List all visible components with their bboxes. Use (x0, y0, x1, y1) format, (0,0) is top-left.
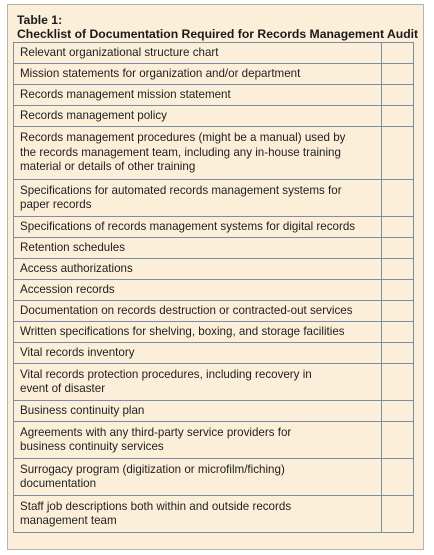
table-caption (8, 5, 423, 41)
checkbox-cell[interactable] (382, 280, 414, 301)
table-row (14, 180, 414, 217)
row-text: Documentation on records destruction or contracted-out services (14, 301, 382, 322)
row-text: Specifications of records management systems for digital records (14, 217, 382, 238)
checkbox-cell[interactable] (382, 496, 414, 533)
table-row (14, 496, 414, 533)
checkbox-cell[interactable] (382, 459, 414, 496)
row-text: Surrogacy program (digitization or microfilm/fiching) documentation (14, 459, 382, 496)
table-row (14, 43, 414, 64)
table-row (14, 106, 414, 127)
row-text: Retention schedules (14, 238, 382, 259)
table-row (14, 280, 414, 301)
checkbox-cell[interactable] (382, 343, 414, 364)
checkbox-cell[interactable] (382, 238, 414, 259)
row-text: Relevant organizational structure chart (14, 43, 382, 64)
row-text: Mission statements for organization and/or department (14, 64, 382, 85)
row-text: Access authorizations (14, 259, 382, 280)
table-row (14, 422, 414, 459)
row-text: Records management policy (14, 106, 382, 127)
table-row (14, 259, 414, 280)
row-text: Records management procedures (might be a manual) used by the records management team, including any in-house training material or details of other training (14, 127, 382, 180)
table-row (14, 238, 414, 259)
row-text: Written specifications for shelving, boxing, and storage facilities (14, 322, 382, 343)
row-text: Records management mission statement (14, 85, 382, 106)
table-row (14, 127, 414, 180)
checkbox-cell[interactable] (382, 127, 414, 180)
row-text: Staff job descriptions both within and outside records management team (14, 496, 382, 533)
checkbox-cell[interactable] (382, 322, 414, 343)
table-row (14, 85, 414, 106)
table-row (14, 401, 414, 422)
checkbox-cell[interactable] (382, 301, 414, 322)
row-text: Vital records inventory (14, 343, 382, 364)
table-row (14, 364, 414, 401)
checkbox-cell[interactable] (382, 217, 414, 238)
checkbox-cell[interactable] (382, 43, 414, 64)
table-row (14, 322, 414, 343)
row-text: Specifications for automated records management systems for paper records (14, 180, 382, 217)
table-number: Table 1: (17, 13, 63, 27)
table-row (14, 343, 414, 364)
row-text: Accession records (14, 280, 382, 301)
checkbox-cell[interactable] (382, 401, 414, 422)
table-row (14, 459, 414, 496)
table-row (14, 217, 414, 238)
checkbox-cell[interactable] (382, 85, 414, 106)
row-text: Agreements with any third-party service providers for business continuity services (14, 422, 382, 459)
checkbox-cell[interactable] (382, 180, 414, 217)
table-title: Checklist of Documentation Required for Records Management Audit (17, 27, 419, 41)
table-row (14, 301, 414, 322)
checkbox-cell[interactable] (382, 106, 414, 127)
checkbox-cell[interactable] (382, 64, 414, 85)
row-text: Business continuity plan (14, 401, 382, 422)
checkbox-cell[interactable] (382, 422, 414, 459)
checkbox-cell[interactable] (382, 364, 414, 401)
checkbox-cell[interactable] (382, 259, 414, 280)
checklist-table (13, 42, 414, 533)
row-text: Vital records protection procedures, including recovery in event of disaster (14, 364, 382, 401)
table-row (14, 64, 414, 85)
